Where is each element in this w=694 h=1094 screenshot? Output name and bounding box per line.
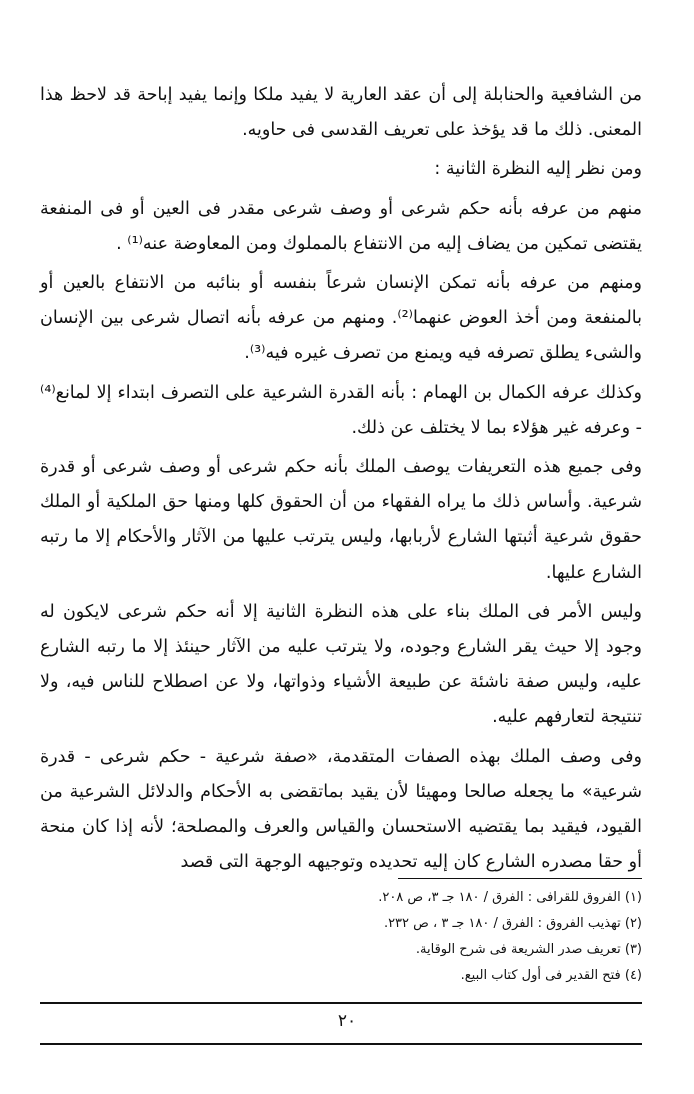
footnote-separator <box>398 878 642 879</box>
footnote-2: (٢) تهذيب الفروق : الفرق / ١٨٠ جـ ٣ ، ص ٢٣٢. <box>383 916 642 931</box>
footnote-3: (٣) تعريف صدر الشريعة فى شرح الوقاية. <box>415 942 642 957</box>
footer-rule-bottom <box>40 1043 642 1045</box>
footer-rule-top <box>40 1002 642 1004</box>
main-text <box>40 78 642 880</box>
paragraph-7: وليس الأمر فى الملك بناء على هذه النظرة الثانية إلا أنه حكم شرعى لايكون له وجود إلا حيث يقر الشارع وجوده، ولا يترتب عليه من الآثار حينئذ إلا ما رتبه الشارع عليه، وليس صفة ناشئة عن طبيعة الأشياء وذواتها، ولا عن اصطلاح للناس فيه، ولا تنتيجة لتعارفهم عليه. <box>40 601 642 728</box>
footnote-4: (٤) فتح القدير فى أول كتاب البيع. <box>460 968 642 983</box>
paragraph-2: ومن نظر إليه النظرة الثانية : <box>434 159 642 180</box>
paragraph-5: وكذلك عرفه الكمال بن الهمام : بأنه القدرة الشرعية على التصرف ابتداء إلا لمانع⁽⁴⁾ - وعرفه غير هؤلاء بما لا يختلف عن ذلك. <box>40 382 642 438</box>
paragraph-8: وفى وصف الملك بهذه الصفات المتقدمة، «صفة شرعية - حكم شرعى - قدرة شرعية» ما يجعله صالحا ومهيئا لأن يقيد بماتقضى به الأحكام والدلائل الشرعية من القيود، فيقيد بما يقتضيه الاستحسان والقياس والعرف والمصلحة؛ لأنه إذا كان منحة أو حقا مصدره الشارع كان إليه تحديده وتوجيهه الوجهة التى قصد <box>40 746 642 873</box>
paragraph-6: وفى جميع هذه التعريفات يوصف الملك بأنه حكم شرعى أو وصف شرعى أو قدرة شرعية. وأساس ذلك ما يراه الفقهاء من أن الحقوق كلها ومنها حق الملكية أو الملك حقوق شرعية أثبتها الشارع لأربابها، وليس يترتب عليها من الآثار والأحكام إلا ما رتبه الشارع عليها. <box>40 457 642 583</box>
paragraph-3: منهم من عرفه بأنه حكم شرعى أو وصف شرعى مقدر فى العين أو فى المنفعة يقتضى تمكين من يضاف إليه من الانتفاع بالمملوك ومن المعاوضة عنه⁽¹⁾ . <box>40 198 642 254</box>
paragraph-1: من الشافعية والحنابلة إلى أن عقد العارية لا يفيد ملكا وإنما يفيد إباحة قد لاحظ هذا المعنى. ذلك ما قد يؤخذ على تعريف القدسى فى حاويه. <box>40 85 642 141</box>
footnotes <box>200 885 642 989</box>
page-number: ٢٠ <box>337 1011 357 1031</box>
footnote-1: (١) الفروق للقرافى : الفرق / ١٨٠ جـ ٣، ص ٢٠٨. <box>378 890 642 905</box>
paragraph-4: ومنهم من عرفه بأنه تمكن الإنسان شرعاً بنفسه أو بنائبه من الانتفاع بالعين أو بالمنفعة ومن أخذ العوض عنهما⁽²⁾. ومنهم من عرفه بأنه اتصال شرعى بين الإنسان والشىء يطلق تصرفه فيه ويمنع من تصرف غيره فيه⁽³⁾. <box>40 273 642 364</box>
